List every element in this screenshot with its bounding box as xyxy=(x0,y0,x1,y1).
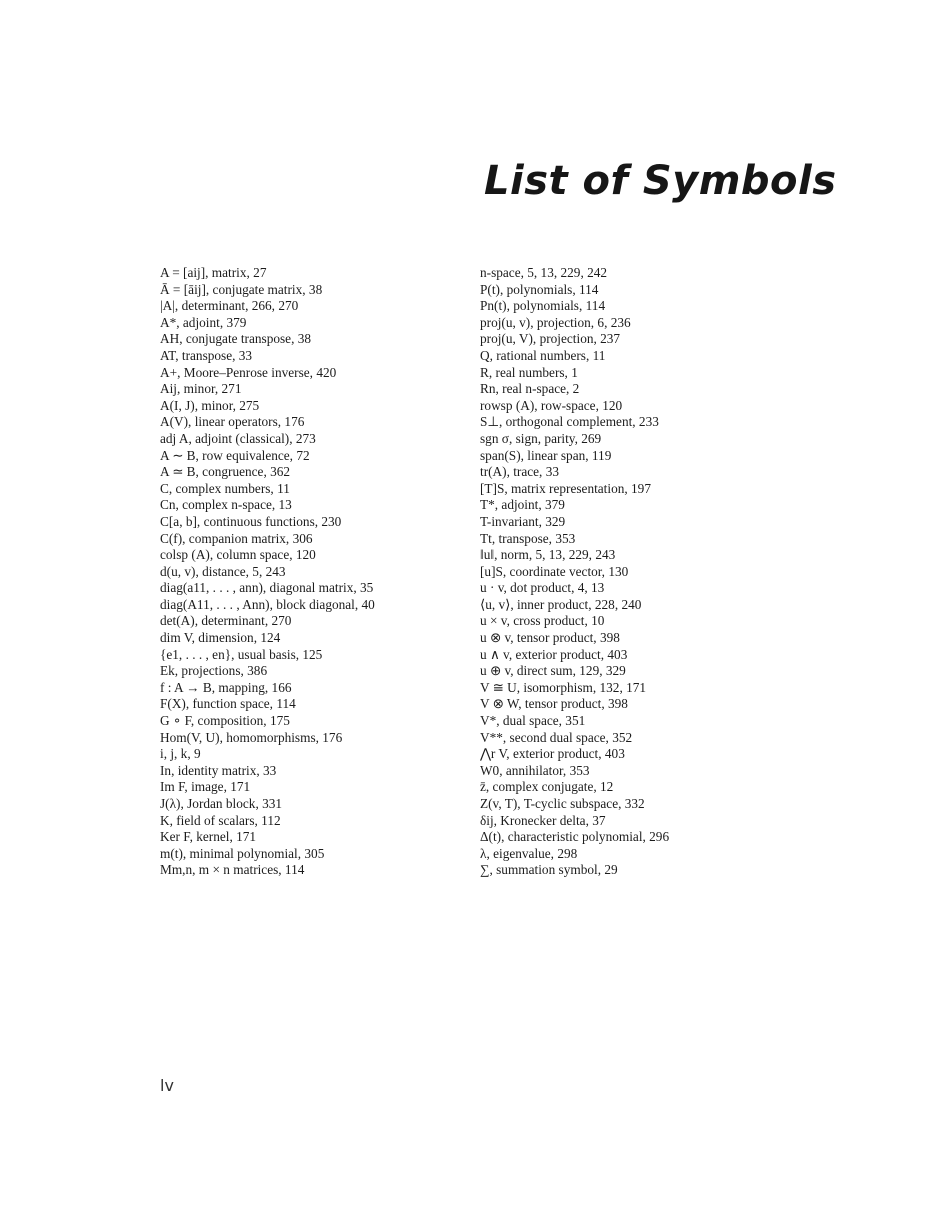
symbol-entry: [u]S, coordinate vector, 130 xyxy=(480,563,629,579)
symbol-entry: C[a, b], continuous functions, 230 xyxy=(160,513,342,529)
symbol-entry: A+, Moore–Penrose inverse, 420 xyxy=(160,364,337,380)
symbol-entry: In, identity matrix, 33 xyxy=(160,762,277,778)
symbol-entry: rowsp (A), row-space, 120 xyxy=(480,397,623,413)
symbol-entry: Z(v, T), T-cyclic subspace, 332 xyxy=(480,796,645,811)
symbol-entry: Mm,n, m × n matrices, 114 xyxy=(160,862,305,878)
symbol-entry: C(f), companion matrix, 306 xyxy=(160,530,313,546)
symbol-entry: K, field of scalars, 112 xyxy=(160,812,281,828)
symbol-entry: z̄, complex conjugate, 12 xyxy=(480,779,614,795)
symbol-entry: A*, adjoint, 379 xyxy=(160,314,247,330)
symbol-entry: A ≃ B, congruence, 362 xyxy=(160,464,291,480)
symbol-entry: span(S), linear span, 119 xyxy=(480,447,612,463)
symbol-entry: A(I, J), minor, 275 xyxy=(160,397,260,413)
symbol-entry: diag(a11, . . . , ann), diagonal matrix, 35 xyxy=(160,580,374,596)
symbol-entry: i, j, k, 9 xyxy=(160,746,201,762)
symbol-entry: AT, transpose, 33 xyxy=(160,347,253,363)
symbol-entry: tr(A), trace, 33 xyxy=(480,464,560,480)
symbol-entry: S⊥, orthogonal complement, 233 xyxy=(480,414,659,430)
symbol-entry: Ker F, kernel, 171 xyxy=(160,829,257,845)
symbol-entry: Hom(V, U), homomorphisms, 176 xyxy=(160,729,343,745)
symbol-entry: proj(u, V), projection, 237 xyxy=(480,331,621,347)
symbol-entry: Aij, minor, 271 xyxy=(160,381,242,397)
symbol-entry: sgn σ, sign, parity, 269 xyxy=(480,430,602,446)
symbol-entry: Pn(t), polynomials, 114 xyxy=(480,298,606,314)
symbol-entry: T-invariant, 329 xyxy=(480,513,566,529)
symbol-entry: δij, Kronecker delta, 37 xyxy=(480,812,606,828)
symbol-entry: det(A), determinant, 270 xyxy=(160,613,292,629)
symbol-list-right xyxy=(480,265,810,879)
symbol-entry: V**, second dual space, 352 xyxy=(480,729,633,745)
page-number: lv xyxy=(160,1076,174,1095)
symbol-entry: λ, eigenvalue, 298 xyxy=(480,845,578,861)
symbol-entry: dim V, dimension, 124 xyxy=(160,630,281,646)
symbol-entry: d(u, v), distance, 5, 243 xyxy=(160,563,286,579)
symbol-entry: W0, annihilator, 353 xyxy=(480,762,590,778)
symbol-entry: |A|, determinant, 266, 270 xyxy=(160,298,299,314)
symbol-entry: u × v, cross product, 10 xyxy=(480,613,605,629)
symbol-entry: V*, dual space, 351 xyxy=(480,713,586,729)
symbol-entry: A ∼ B, row equivalence, 72 xyxy=(160,447,310,463)
symbol-entry: adj A, adjoint (classical), 273 xyxy=(160,430,316,446)
symbol-entry: A = [aij], matrix, 27 xyxy=(160,265,267,280)
symbol-entry: Ek, projections, 386 xyxy=(160,663,268,679)
symbol-entry: Im F, image, 171 xyxy=(160,779,251,795)
symbol-entry: P(t), polynomials, 114 xyxy=(480,281,599,297)
symbol-entry: u ∧ v, exterior product, 403 xyxy=(480,646,628,662)
symbol-entry: u ⊕ v, direct sum, 129, 329 xyxy=(480,663,626,679)
symbol-entry: Rn, real n-space, 2 xyxy=(480,381,580,397)
symbol-entry: [T]S, matrix representation, 197 xyxy=(480,480,651,496)
symbol-entry: R, real numbers, 1 xyxy=(480,364,578,380)
symbol-list-left xyxy=(160,265,470,879)
symbol-entry: Ā = [āij], conjugate matrix, 38 xyxy=(160,281,323,297)
symbol-entry: V ⊗ W, tensor product, 398 xyxy=(480,696,628,712)
symbol-entry: u ⊗ v, tensor product, 398 xyxy=(480,630,620,646)
symbol-entry: T*, adjoint, 379 xyxy=(480,497,565,513)
symbol-entry: colsp (A), column space, 120 xyxy=(160,547,316,563)
symbol-entry: G ∘ F, composition, 175 xyxy=(160,713,290,729)
symbol-entry: Δ(t), characteristic polynomial, 296 xyxy=(480,829,670,845)
symbol-entry: V ≅ U, isomorphism, 132, 171 xyxy=(480,679,647,695)
symbol-entry: Cn, complex n-space, 13 xyxy=(160,497,292,513)
symbol-entry: J(λ), Jordan block, 331 xyxy=(160,796,283,811)
symbol-entry: F(X), function space, 114 xyxy=(160,696,296,712)
symbol-entry: A(V), linear operators, 176 xyxy=(160,414,305,430)
symbol-entry: ⟨u, v⟩, inner product, 228, 240 xyxy=(480,596,642,612)
symbol-entry: u · v, dot product, 4, 13 xyxy=(480,580,605,596)
symbol-entry: {e1, . . . , en}, usual basis, 125 xyxy=(160,646,323,662)
symbol-entry: Q, rational numbers, 11 xyxy=(480,347,606,363)
symbol-entry: n-space, 5, 13, 229, 242 xyxy=(480,265,608,280)
page-title: List of Symbols xyxy=(484,158,837,204)
symbol-entry: C, complex numbers, 11 xyxy=(160,480,290,496)
symbol-entry: diag(A11, . . . , Ann), block diagonal, 40 xyxy=(160,596,375,612)
symbol-entry: m(t), minimal polynomial, 305 xyxy=(160,845,325,861)
symbol-entry: proj(u, v), projection, 6, 236 xyxy=(480,314,631,330)
symbol-entry: f : A → B, mapping, 166 xyxy=(160,679,292,695)
symbol-entry: ⋀r V, exterior product, 403 xyxy=(480,746,625,762)
symbol-entry: AH, conjugate transpose, 38 xyxy=(160,331,312,347)
symbol-entry: Tt, transpose, 353 xyxy=(480,530,576,546)
symbol-entry: ∑, summation symbol, 29 xyxy=(480,862,618,878)
symbol-entry: ‖u‖, norm, 5, 13, 229, 243 xyxy=(480,547,616,563)
